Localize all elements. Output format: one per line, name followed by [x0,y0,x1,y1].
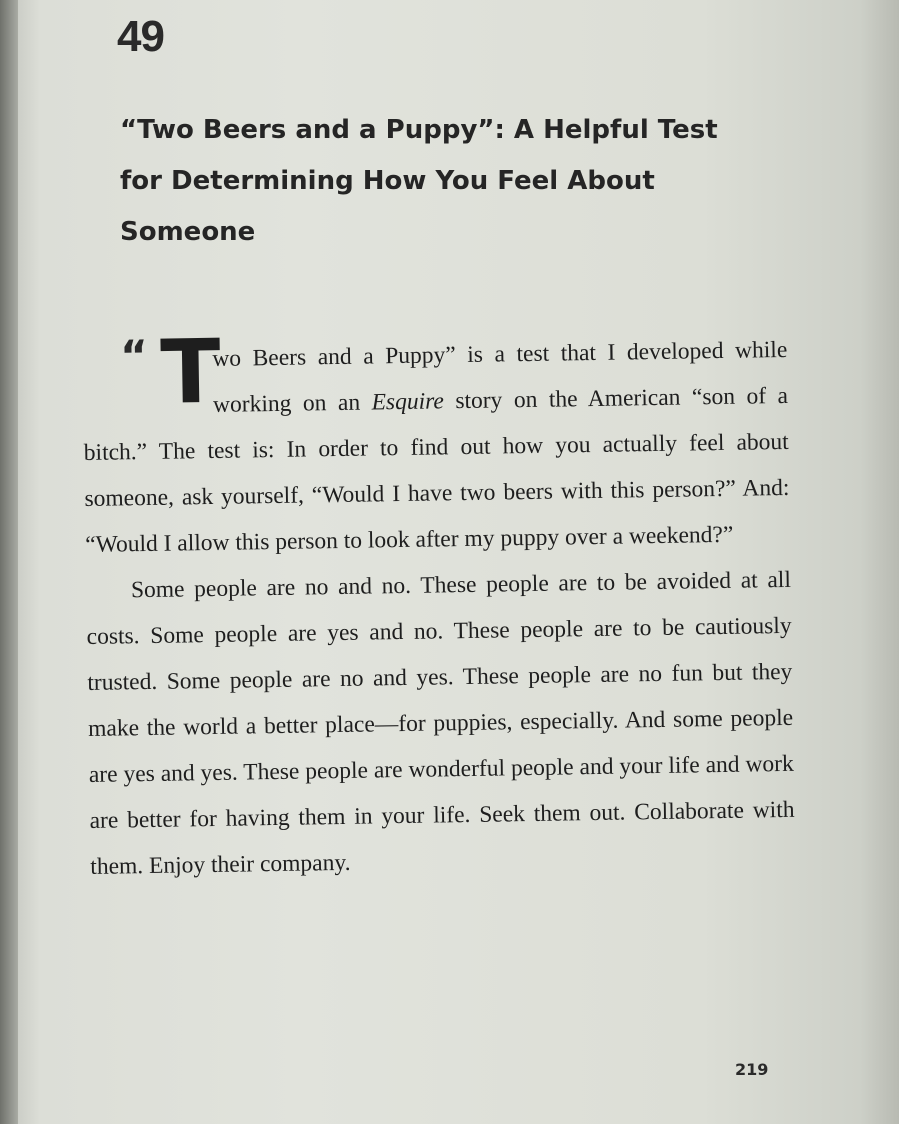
chapter-title-line-1: “Two Beers and a Puppy”: A Helpful Test [120,115,718,145]
chapter-number: 49 [117,12,164,61]
page-number: 219 [735,1060,769,1079]
chapter-title-line-2: for Determining How You Feel About [120,166,655,196]
paragraph-1 [82,319,791,568]
paragraph-1-text-a: wo Beers and a Puppy” is a test that I developed while working on an [212,336,788,418]
chapter-title-line-3: Someone [120,217,256,247]
paragraph-2: Some people are no and no. These people are to be avoided at all costs. Some people are yes and no. These people are to be cautiously trusted. Some people are no and yes. These people are no fun but they make the world a better place—for puppies, especially. And some people are yes and yes. These people are wonderful people and your life and work are better for having them in your life. Seek them out. Collaborate with them. Enjoy their company. [86,566,795,880]
paragraph-1-emphasis: Esquire [371,388,445,416]
chapter-body [82,319,796,890]
book-gutter [0,0,18,1124]
chapter-title [120,105,750,258]
drop-cap-block [82,319,222,430]
paragraph-1-text-b: story on the American “son of a bitch.” The test is: In order to find out how you actually feel about someone, ask yourself, “Would I have two beers with this person?” And: “Would I allow this person to look after my puppy over a weekend?” [83,382,790,558]
drop-cap: T [159,319,222,424]
open-quote-mark: “ [119,330,149,381]
